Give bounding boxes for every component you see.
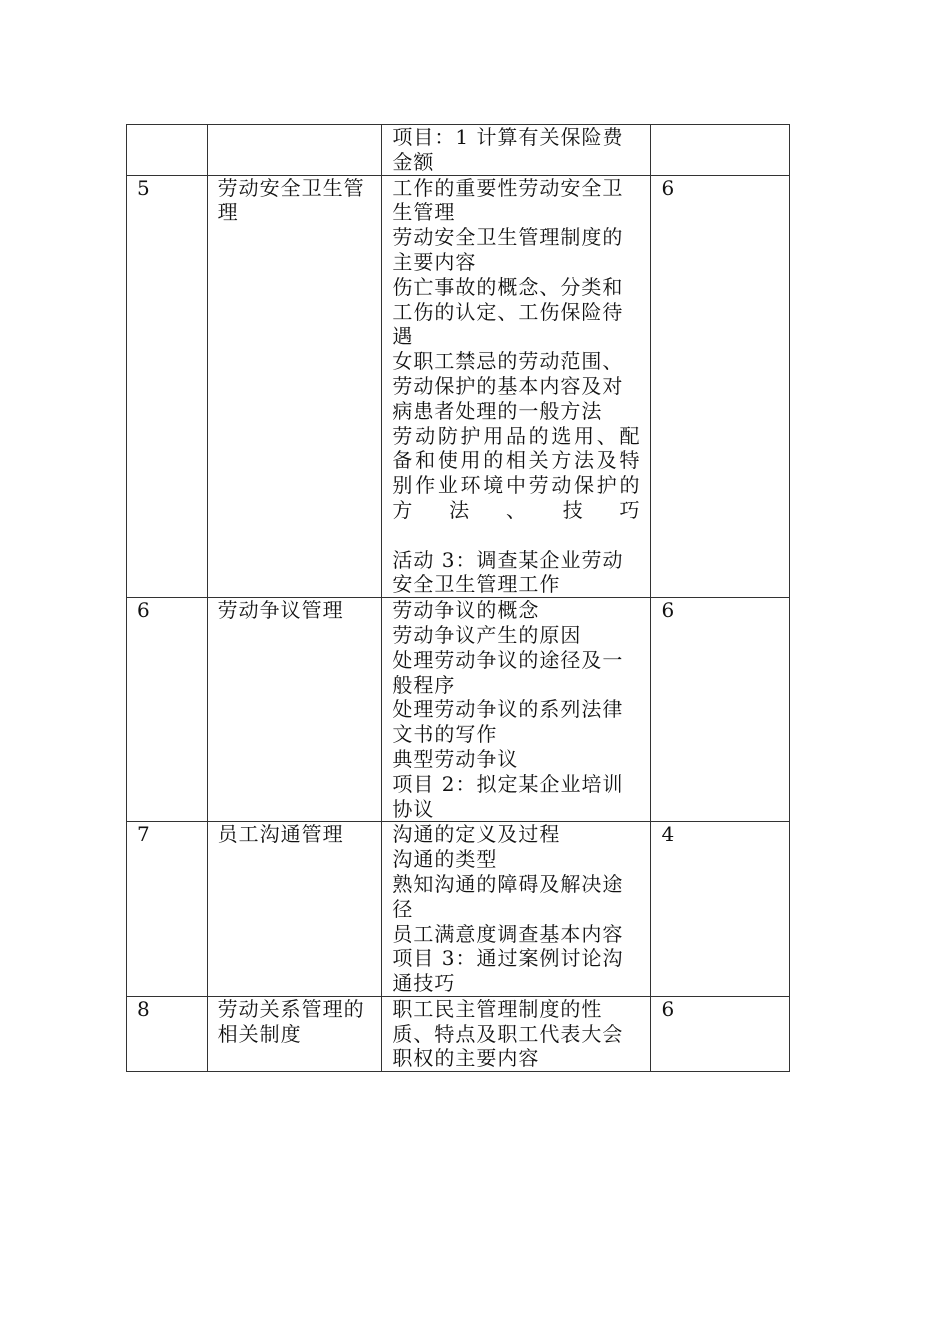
content-line: 项目 2：拟定某企业培训协议 xyxy=(392,771,624,821)
row-hours-cell: 6 xyxy=(651,996,790,1071)
table-row xyxy=(127,996,790,1071)
table-row xyxy=(127,598,790,822)
table-row xyxy=(127,125,790,176)
content-line: 沟通的类型 xyxy=(392,847,498,872)
content-line: 女职工禁忌的劳动范围、劳动保护的基本内容及对病患者处理的一般方法 xyxy=(392,349,624,423)
content-line: 劳动防护用品的选用、配备和使用的相关方法及特别作业环境中劳动保护的方法、技巧 xyxy=(392,423,641,522)
row-title-cell: 劳动安全卫生管理 xyxy=(207,175,382,598)
course-schedule-table xyxy=(126,124,790,1072)
row-number-cell: 6 xyxy=(127,598,208,822)
content-line: 劳动安全卫生管理制度的主要内容 xyxy=(392,225,624,274)
content-line: 项目：1 计算有关保险费金额 xyxy=(392,125,624,174)
content-line: 处理劳动争议的系列法律文书的写作 xyxy=(392,697,624,747)
row-number-cell: 5 xyxy=(127,175,208,598)
row-title-cell: 劳动关系管理的相关制度 xyxy=(207,996,382,1071)
row-content-cell xyxy=(382,125,651,176)
row-number-cell: 8 xyxy=(127,996,208,1071)
row-title-cell xyxy=(207,125,382,176)
content-line: 典型劳动争议 xyxy=(392,746,519,771)
content-line: 沟通的定义及过程 xyxy=(392,822,561,847)
table-row xyxy=(127,175,790,598)
row-content-cell xyxy=(382,822,651,997)
content-line: 工作的重要性劳动安全卫生管理 xyxy=(392,175,624,225)
row-hours-cell xyxy=(651,125,790,176)
content-line: 项目 3：通过案例讨论沟通技巧 xyxy=(392,946,624,996)
row-hours-cell: 4 xyxy=(651,822,790,997)
content-line: 处理劳动争议的途径及一般程序 xyxy=(392,647,624,697)
content-spacer xyxy=(392,523,640,548)
row-content-cell xyxy=(382,598,651,822)
row-title-cell: 员工沟通管理 xyxy=(207,822,382,997)
row-content-cell xyxy=(382,996,651,1071)
content-line: 职工民主管理制度的性质、特点及职工代表大会职权的主要内容 xyxy=(392,996,624,1071)
content-line: 劳动争议的概念 xyxy=(392,598,540,623)
row-number-cell xyxy=(127,125,208,176)
content-line: 熟知沟通的障碍及解决途径 xyxy=(392,871,624,921)
content-line: 活动 3：调查某企业劳动安全卫生管理工作 xyxy=(392,547,624,597)
table-row xyxy=(127,822,790,997)
row-title-cell: 劳动争议管理 xyxy=(207,598,382,822)
row-hours-cell: 6 xyxy=(651,175,790,598)
row-content-cell xyxy=(382,175,651,598)
row-hours-cell: 6 xyxy=(651,598,790,822)
content-line: 员工满意度调查基本内容 xyxy=(392,921,624,946)
content-line: 伤亡事故的概念、分类和工伤的认定、工伤保险待遇 xyxy=(392,274,624,349)
row-number-cell: 7 xyxy=(127,822,208,997)
content-line: 劳动争议产生的原因 xyxy=(392,622,582,647)
table-body xyxy=(127,125,790,1072)
